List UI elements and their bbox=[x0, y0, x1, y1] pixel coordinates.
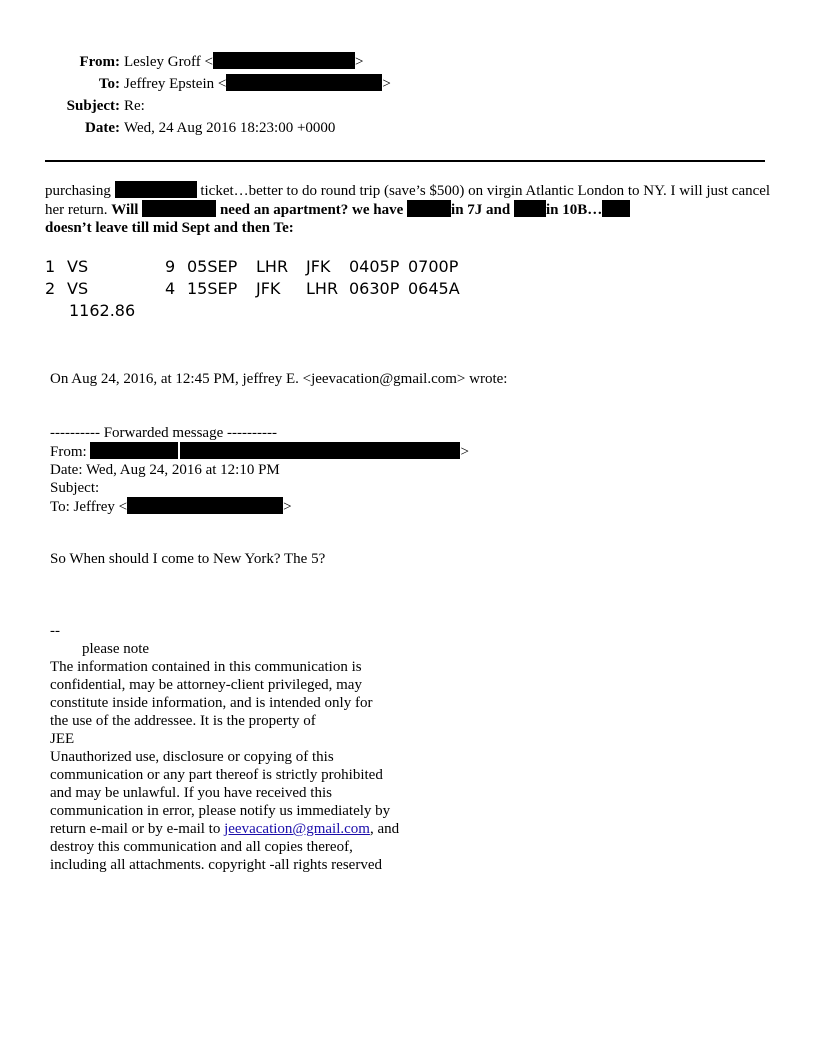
date-value: Wed, 24 Aug 2016 18:23:00 +0000 bbox=[124, 120, 336, 136]
date-label: Date: bbox=[85, 120, 120, 136]
redacted-block bbox=[127, 497, 283, 514]
disclaimer-line: communication or any part thereof is strictly prohibited bbox=[50, 767, 383, 783]
subject-value: Re: bbox=[124, 98, 145, 114]
subject-label: Subject: bbox=[66, 98, 120, 114]
disclaimer-line: constitute inside information, and is intended only for bbox=[50, 695, 373, 711]
forward-divider: ---------- Forwarded message ---------- bbox=[50, 425, 277, 441]
disclaimer-line: The information contained in this communication is bbox=[50, 659, 362, 675]
header-date-row bbox=[0, 118, 800, 138]
forwarded-message bbox=[50, 424, 469, 516]
redacted-block bbox=[514, 200, 546, 217]
fare-amount: 1162.86 bbox=[69, 301, 136, 320]
redacted-block bbox=[226, 74, 382, 91]
from-label: From: bbox=[79, 54, 120, 70]
redacted-block bbox=[407, 200, 451, 217]
header-to-row bbox=[0, 74, 800, 94]
forwarded-question: So When should I come to New York? The 5? bbox=[50, 551, 326, 567]
from-value: Lesley Groff < > bbox=[124, 54, 364, 70]
disclaimer-line: confidential, may be attorney-client privileged, may bbox=[50, 677, 362, 693]
header-subject-row bbox=[0, 96, 800, 116]
message-body: purchasing ticket…better to do round trip (save’s $500) on virgin Atlantic London to NY. I will just cancel her return. Will need an apartment? we have in 7J and in 10B… doesn’t leave till mid Sept and then Te: bbox=[45, 183, 771, 236]
redacted-block bbox=[90, 442, 178, 459]
redacted-block bbox=[115, 181, 197, 198]
signature-dashes: -- bbox=[50, 623, 60, 639]
disclaimer-line: including all attachments. copyright -all rights reserved bbox=[50, 857, 382, 873]
to-label: To: bbox=[98, 76, 120, 92]
forward-subject: Subject: bbox=[50, 480, 100, 496]
redacted-block bbox=[180, 442, 460, 459]
disclaimer-line: communication in error, please notify us immediately by bbox=[50, 803, 391, 819]
disclaimer-line: the use of the addressee. It is the property of bbox=[50, 713, 316, 729]
header-from-row bbox=[0, 52, 800, 72]
redacted-block bbox=[602, 200, 630, 217]
header-divider bbox=[45, 160, 765, 162]
to-value: Jeffrey Epstein < > bbox=[124, 76, 391, 92]
disclaimer bbox=[50, 622, 399, 874]
quote-intro: On Aug 24, 2016, at 12:45 PM, jeffrey E. <jeevacation@gmail.com> wrote: bbox=[50, 371, 508, 387]
disclaimer-line: JEE bbox=[50, 731, 75, 747]
please-note: please note bbox=[82, 641, 150, 657]
forward-from: From: > bbox=[50, 444, 469, 460]
disclaimer-line: and may be unlawful. If you have received this bbox=[50, 785, 332, 801]
redacted-block bbox=[213, 52, 355, 69]
disclaimer-line: destroy this communication and all copies thereof, bbox=[50, 839, 353, 855]
email-link[interactable]: jeevacation@gmail.com bbox=[224, 821, 370, 837]
forward-date: Date: Wed, Aug 24, 2016 at 12:10 PM bbox=[50, 462, 280, 478]
disclaimer-email-line: return e-mail or by e-mail to jeevacation@gmail.com, and bbox=[50, 821, 400, 837]
forward-to: To: Jeffrey < > bbox=[50, 499, 292, 515]
redacted-block bbox=[142, 200, 216, 217]
disclaimer-line: Unauthorized use, disclosure or copying of this bbox=[50, 749, 334, 765]
